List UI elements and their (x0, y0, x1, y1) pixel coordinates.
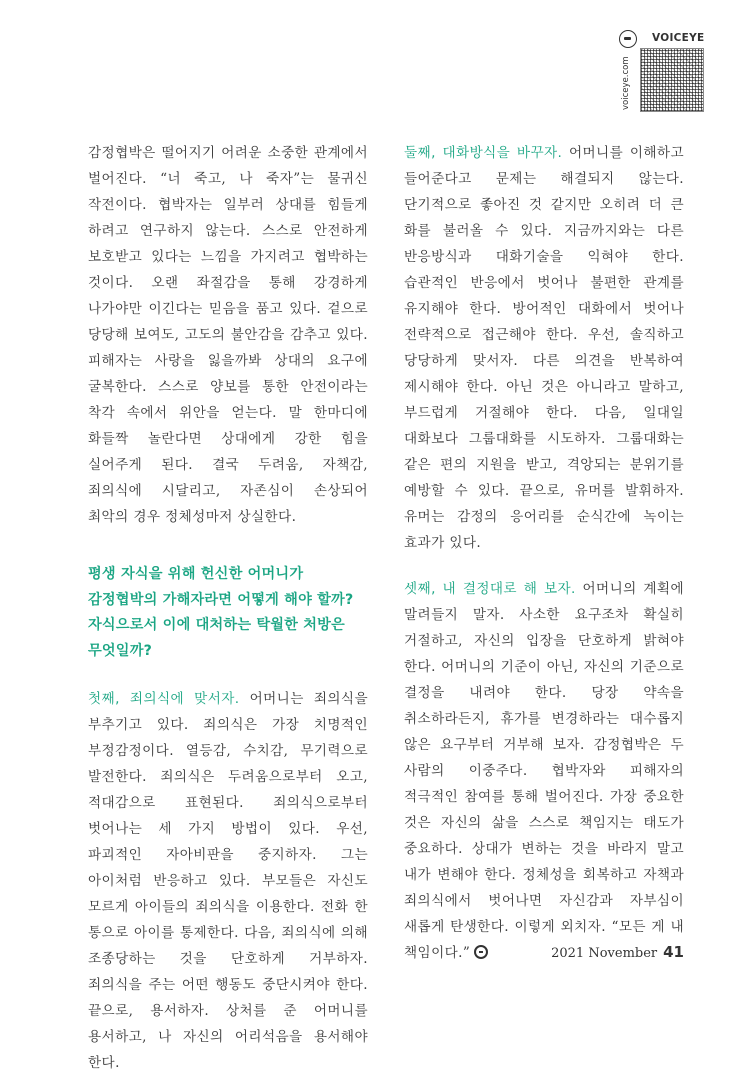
page-footer (551, 943, 684, 961)
first-advice-body: 어머니는 죄의식을 부추기고 있다. 죄의식은 가장 치명적인 부정감정이다. 열등감, 수치감, 무기력으로 발전한다. 죄의식은 두려움으로부터 오고, 적대감으로 표현된다. 죄의식으로부터 벗어나는 세 가지 방법이 있다. 우선, 파괴적인 자아비판을 중지하자. 그는 아이처럼 반응하고 있다. 부모들은 자신도 모르게 아이들의 죄의식을 이용한다. 전화 한 통으로 아이를 통제한다. 다음, 죄의식에 의해 조종당하는 것을 단호하게 거부하자. 죄의식을 주는 어떤 행동도 중단시켜야 한다. 끝으로, 용서하자. 상처를 준 어머니를 용서하고, 나 자신의 어리석음을 용서해야 한다. (88, 691, 368, 1071)
issue-date: 2021 November (551, 946, 658, 961)
first-advice-paragraph (88, 686, 368, 1076)
end-mark-icon (474, 945, 488, 959)
page-number: 41 (663, 943, 684, 961)
third-advice-body: 어머니의 계획에 말려들지 말자. 사소한 요구조차 확실히 거절하고, 자신의 입장을 단호하게 밝혀야 한다. 어머니의 기준이 아닌, 자신의 기준으로 결정을 내려야 한다. 당장 약속을 취소하라든지, 휴가를 변경하라는 대수롭지 않은 요구부터 거부해 보자. 감정협박은 두 사람의 이중주다. 협박자와 피해자의 적극적인 참여를 통해 벌어진다. 가장 중요한 것은 자신의 삶을 스스로 책임지는 태도가 중요하다. 상대가 변하는 것을 바라지 말고 내가 변해야 한다. 정체성을 회복하고 자책과 죄의식에서 벗어나면 자신감과 자부심이 새롭게 탄생한다. 이렇게 외치자. “모든 게 내 책임이다.” (404, 581, 684, 961)
third-advice-paragraph (404, 576, 684, 966)
brand-name: VOICEYE (652, 32, 705, 44)
first-advice-heading: 첫째, 죄의식에 맞서자. (88, 691, 240, 707)
right-column (404, 140, 684, 966)
left-column (88, 140, 368, 1076)
third-advice-heading: 셋째, 내 결정대로 해 보자. (404, 581, 576, 597)
voiceye-logo (618, 30, 704, 112)
question-heading: 평생 자식을 위해 헌신한 어머니가 감정협박의 가해자라면 어떻게 해야 할까? 자식으로서 이에 대처하는 탁월한 처방은 무엇일까? (88, 566, 354, 659)
voiceye-code-icon (640, 48, 704, 112)
brand-url: voiceye.com (621, 56, 631, 110)
intro-paragraph: 감정협박은 떨어지기 어려운 소중한 관계에서 벌어진다. “너 죽고, 나 죽자”는 물귀신 작전이다. 협박자는 일부러 상대를 힘들게 하려고 연구하지 않는다. 스스로 안전하게 보호받고 있다는 느낌을 가지려고 협박하는 것이다. 오랜 좌절감을 통해 강경하게 나가야만 이긴다는 믿음을 품고 있다. 겉으로 당당해 보여도, 고도의 불안감을 감추고 있다. 피해자는 사랑을 잃을까봐 상대의 요구에 굴복한다. 스스로 양보를 통한 안전이라는 착각 속에서 위안을 얻는다. 말 한마디에 화들짝 놀란다면 상대에게 강한 힘을 실어주게 된다. 결국 두려움, 자책감, 죄의식에 시달리고, 자존심이 손상되어 최악의 경우 정체성마저 상실한다. (88, 145, 368, 525)
voiceye-mark-icon (619, 30, 637, 48)
second-advice-heading: 둘째, 대화방식을 바꾸자. (404, 145, 563, 161)
second-advice-body: 어머니를 이해하고 들어준다고 문제는 해결되지 않는다. 단기적으로 좋아진 것 같지만 오히려 더 큰 화를 불러올 수 있다. 지금까지와는 다른 반응방식과 대화기술을 익혀야 한다. 습관적인 반응에서 벗어나 불편한 관계를 유지해야 한다. 방어적인 대화에서 벗어나 전략적으로 접근해야 한다. 우선, 솔직하고 당당하게 맞서자. 다른 의견을 반복하여 제시해야 한다. 아닌 것은 아니라고 말하고, 부드럽게 거절해야 한다. 다음, 일대일 대화보다 그룹대화를 시도하자. 그룹대화는 같은 편의 지원을 받고, 격앙되는 분위기를 예방할 수 있다. 끝으로, 유머를 발휘하자. 유머는 감정의 응어리를 순식간에 녹이는 효과가 있다. (404, 145, 684, 551)
second-advice-paragraph (404, 140, 684, 556)
